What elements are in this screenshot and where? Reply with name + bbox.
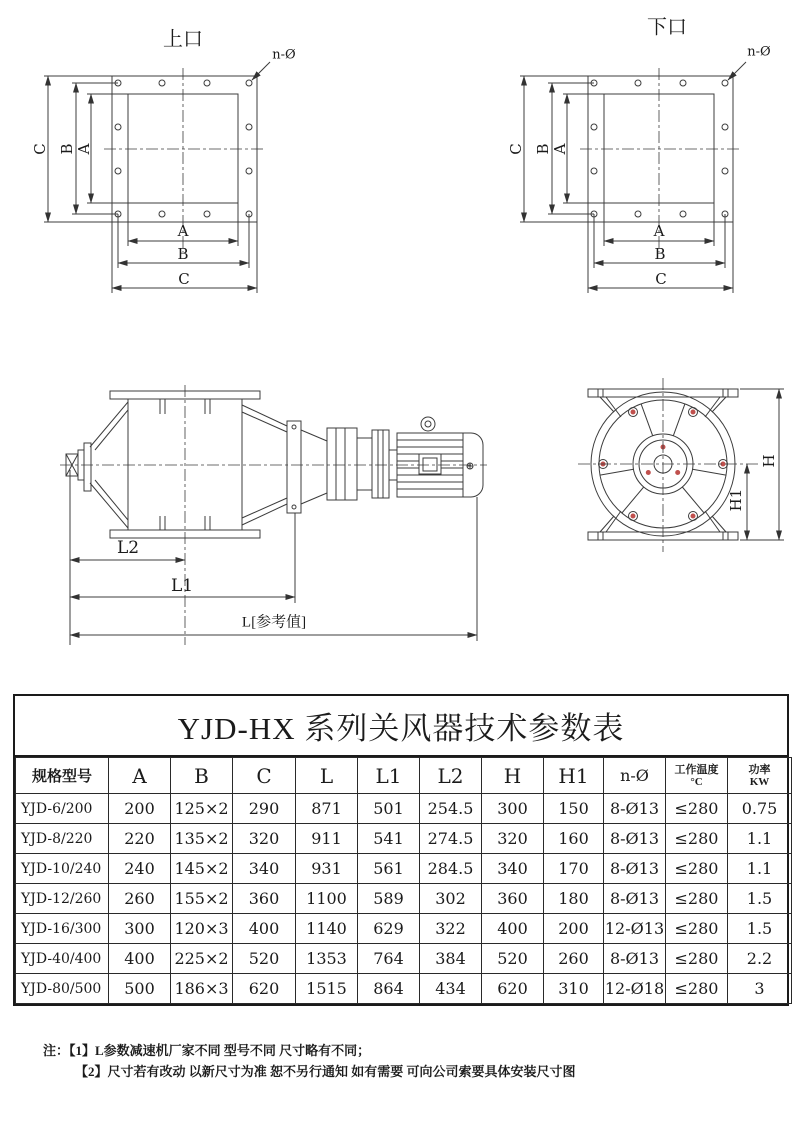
- cell-B: 145×2: [171, 854, 233, 884]
- cell-L: 871: [296, 794, 358, 824]
- cell-power: 2.2: [728, 944, 792, 974]
- cell-L1: 561: [358, 854, 420, 884]
- dim-label-L-reference: L[参考值]: [241, 614, 307, 631]
- col-header-L2: L2: [420, 758, 482, 794]
- cell-B: 135×2: [171, 824, 233, 854]
- cell-bolts: 8-Ø13: [604, 884, 666, 914]
- col-header-H: H: [482, 758, 544, 794]
- col-header-C: C: [233, 758, 296, 794]
- cell-temperature: ≤280: [666, 884, 728, 914]
- cell-H: 320: [482, 824, 544, 854]
- col-header-A: A: [109, 758, 171, 794]
- cell-C: 620: [233, 974, 296, 1004]
- cell-L: 1353: [296, 944, 358, 974]
- cell-L1: 764: [358, 944, 420, 974]
- cell-L1: 541: [358, 824, 420, 854]
- cell-bolts: 12-Ø18: [604, 974, 666, 1004]
- footnotes: [43, 1040, 576, 1082]
- lower-bolt-count-label: n-Ø: [747, 44, 771, 60]
- dim-label-B-bottom-upper: B: [177, 245, 189, 263]
- upper-port-flange-drawing: [44, 62, 270, 293]
- cell-A: 400: [109, 944, 171, 974]
- cell-L2: 302: [420, 884, 482, 914]
- temp-header-line2: °C: [690, 775, 703, 788]
- dim-label-A-bottom-lower: A: [653, 222, 665, 240]
- cell-power: 1.1: [728, 824, 792, 854]
- dim-label-H1: H1: [727, 488, 745, 512]
- table-row: [16, 854, 792, 884]
- header-row: [16, 758, 792, 794]
- col-header-H1: H1: [544, 758, 604, 794]
- cell-A: 220: [109, 824, 171, 854]
- cell-B: 155×2: [171, 884, 233, 914]
- cell-L: 911: [296, 824, 358, 854]
- dim-label-A-bottom-upper: A: [177, 222, 189, 240]
- cell-model: YJD-10/240: [16, 854, 109, 884]
- cell-L2: 384: [420, 944, 482, 974]
- cell-H: 620: [482, 974, 544, 1004]
- table-row: [16, 794, 792, 824]
- dim-label-L1: L1: [170, 576, 194, 596]
- cell-bolts: 8-Ø13: [604, 824, 666, 854]
- cell-power: 1.1: [728, 854, 792, 884]
- cell-A: 200: [109, 794, 171, 824]
- spec-table: [13, 694, 789, 1006]
- cell-power: 0.75: [728, 794, 792, 824]
- table-title: YJD-HX 系列关风器技术参数表: [15, 696, 787, 757]
- cell-temperature: ≤280: [666, 944, 728, 974]
- cell-H1: 160: [544, 824, 604, 854]
- col-header-L: L: [296, 758, 358, 794]
- cell-L1: 629: [358, 914, 420, 944]
- cell-C: 520: [233, 944, 296, 974]
- col-header-B: B: [171, 758, 233, 794]
- cell-temperature: ≤280: [666, 974, 728, 1004]
- power-header-line1: 功率: [748, 763, 771, 776]
- footnote-item-2: 【2】尺寸若有改动 以新尺寸为准 恕不另行通知 如有需要 可向公司索要具体安装尺寸图: [75, 1064, 576, 1079]
- cell-model: YJD-6/200: [16, 794, 109, 824]
- cell-model: YJD-8/220: [16, 824, 109, 854]
- cell-H: 360: [482, 884, 544, 914]
- cell-B: 225×2: [171, 944, 233, 974]
- cell-bolts: 8-Ø13: [604, 794, 666, 824]
- cell-bolts: 12-Ø13: [604, 914, 666, 944]
- table-row: [16, 974, 792, 1004]
- cell-H: 520: [482, 944, 544, 974]
- cell-temperature: ≤280: [666, 914, 728, 944]
- table-row: [16, 944, 792, 974]
- cell-L2: 434: [420, 974, 482, 1004]
- cell-C: 320: [233, 824, 296, 854]
- cell-power: 1.5: [728, 914, 792, 944]
- cell-A: 500: [109, 974, 171, 1004]
- cell-A: 240: [109, 854, 171, 884]
- cell-H1: 170: [544, 854, 604, 884]
- cell-L2: 254.5: [420, 794, 482, 824]
- footnote-line-1: [43, 1040, 576, 1061]
- dim-label-B-bottom-lower: B: [654, 245, 666, 263]
- cell-A: 300: [109, 914, 171, 944]
- cell-temperature: ≤280: [666, 824, 728, 854]
- cell-H1: 150: [544, 794, 604, 824]
- cell-L: 1140: [296, 914, 358, 944]
- cell-B: 186×3: [171, 974, 233, 1004]
- cell-H1: 200: [544, 914, 604, 944]
- end-view-drawing: [578, 378, 784, 552]
- cell-power: 3: [728, 974, 792, 1004]
- dim-label-B-left-lower: B: [534, 143, 552, 155]
- cell-H: 400: [482, 914, 544, 944]
- cell-L: 1515: [296, 974, 358, 1004]
- footnote-line-2: [75, 1061, 576, 1082]
- cell-L: 931: [296, 854, 358, 884]
- lower-port-flange-drawing: [520, 62, 746, 293]
- dim-label-L2: L2: [116, 538, 140, 558]
- footnote-label: 注：: [43, 1043, 70, 1058]
- cell-L: 1100: [296, 884, 358, 914]
- dim-label-A-left-lower: A: [551, 143, 569, 155]
- cell-model: YJD-16/300: [16, 914, 109, 944]
- cell-H1: 260: [544, 944, 604, 974]
- cell-L2: 322: [420, 914, 482, 944]
- dim-label-A-left-upper: A: [75, 143, 93, 155]
- col-header-model: 规格型号: [16, 758, 109, 794]
- dim-label-C-bottom-lower: C: [655, 270, 667, 288]
- table-row: [16, 914, 792, 944]
- cell-C: 290: [233, 794, 296, 824]
- dim-label-C-left-upper: C: [31, 143, 49, 155]
- cell-H1: 180: [544, 884, 604, 914]
- cell-L2: 284.5: [420, 854, 482, 884]
- cell-bolts: 8-Ø13: [604, 854, 666, 884]
- col-header-temperature: [666, 758, 728, 794]
- cell-model: YJD-40/400: [16, 944, 109, 974]
- cell-bolts: 8-Ø13: [604, 944, 666, 974]
- cell-model: YJD-12/260: [16, 884, 109, 914]
- spec-table-grid: [15, 757, 792, 1004]
- dim-label-H: H: [760, 454, 778, 468]
- col-header-L1: L1: [358, 758, 420, 794]
- cell-H: 340: [482, 854, 544, 884]
- table-row: [16, 884, 792, 914]
- cell-L2: 274.5: [420, 824, 482, 854]
- table-row: [16, 824, 792, 854]
- dim-label-C-left-lower: C: [507, 143, 525, 155]
- cell-model: YJD-80/500: [16, 974, 109, 1004]
- side-view-drawing: [60, 385, 487, 645]
- cell-L1: 501: [358, 794, 420, 824]
- cell-H1: 310: [544, 974, 604, 1004]
- cell-temperature: ≤280: [666, 794, 728, 824]
- cell-temperature: ≤280: [666, 854, 728, 884]
- cell-L1: 589: [358, 884, 420, 914]
- cell-C: 340: [233, 854, 296, 884]
- cell-C: 400: [233, 914, 296, 944]
- col-header-power: [728, 758, 792, 794]
- lower-port-title: 下口: [647, 16, 687, 39]
- dim-label-B-left-upper: B: [58, 143, 76, 155]
- upper-port-title: 上口: [163, 28, 203, 51]
- cell-H: 300: [482, 794, 544, 824]
- footnote-item-1: 【1】L参数减速机厂家不同 型号不同 尺寸略有不同；: [69, 1043, 371, 1058]
- cell-A: 260: [109, 884, 171, 914]
- col-header-bolts: n-Ø: [604, 758, 666, 794]
- power-header-line2: KW: [749, 775, 770, 788]
- upper-bolt-count-label: n-Ø: [272, 47, 296, 63]
- cell-C: 360: [233, 884, 296, 914]
- cell-power: 1.5: [728, 884, 792, 914]
- dim-label-C-bottom-upper: C: [178, 270, 190, 288]
- temp-header-line1: 工作温度: [674, 763, 719, 776]
- cell-B: 125×2: [171, 794, 233, 824]
- cell-L1: 864: [358, 974, 420, 1004]
- cell-B: 120×3: [171, 914, 233, 944]
